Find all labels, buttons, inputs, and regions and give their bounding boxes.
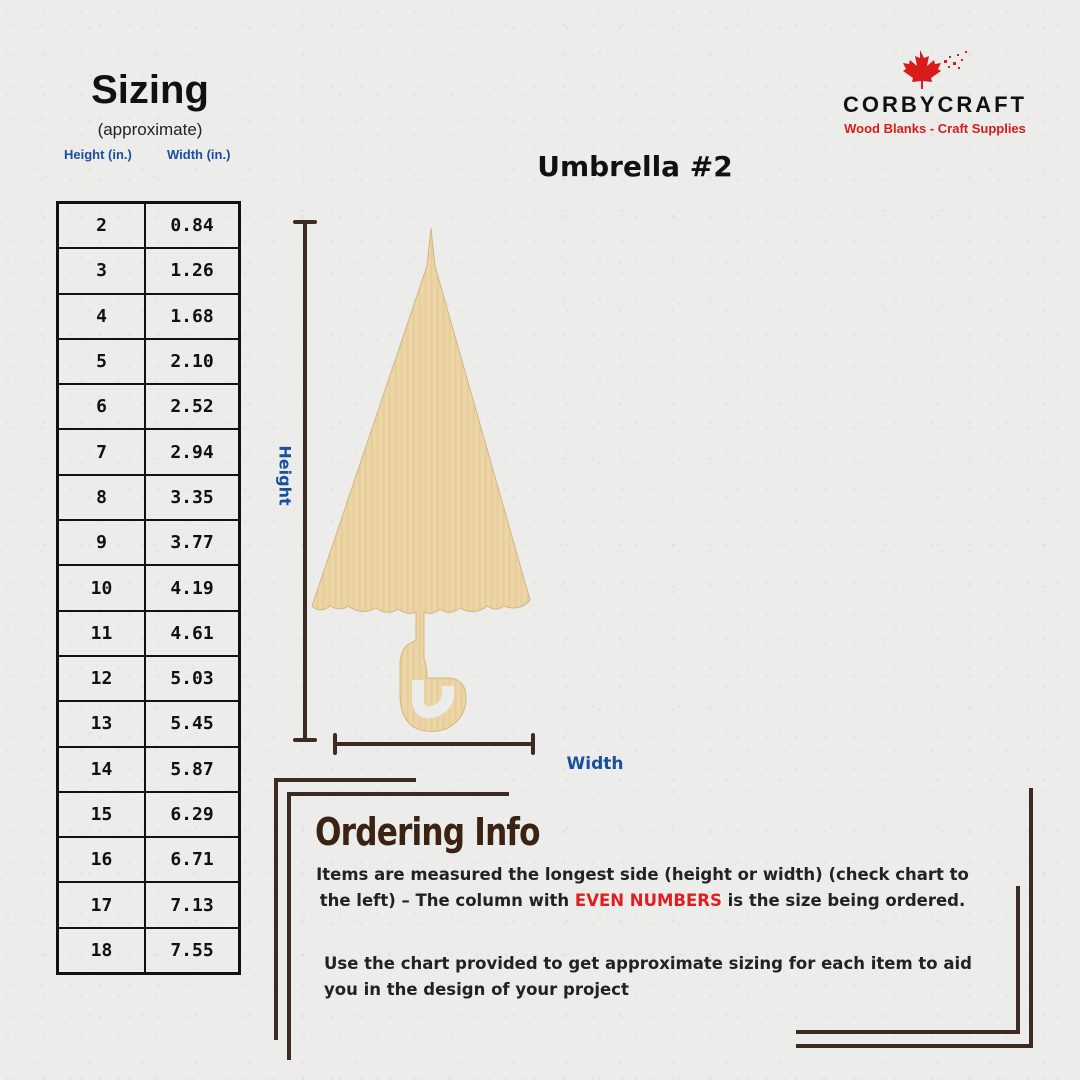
height-cell: 7 [58, 429, 146, 474]
table-row [58, 656, 240, 701]
ordering-info-title: Ordering Info [315, 810, 540, 854]
height-cell: 16 [58, 837, 146, 882]
table-row [58, 792, 240, 837]
width-cell: 3.77 [145, 520, 240, 565]
height-cell: 15 [58, 792, 146, 837]
umbrella-icon [300, 220, 545, 750]
frame-line [274, 778, 278, 1040]
width-cell: 5.45 [145, 701, 240, 746]
sizing-title: Sizing [91, 68, 209, 112]
width-cell: 5.03 [145, 656, 240, 701]
width-cell: 0.84 [145, 203, 240, 249]
table-row [58, 203, 240, 249]
frame-line [274, 778, 416, 782]
table-row [58, 294, 240, 339]
height-cell: 13 [58, 701, 146, 746]
width-label: Width [566, 754, 624, 774]
table-row [58, 475, 240, 520]
table-row [58, 611, 240, 656]
frame-line [1029, 788, 1033, 1048]
frame-line [1016, 886, 1020, 1034]
ordering-text: is the size being ordered. [721, 891, 966, 910]
height-cell: 17 [58, 882, 146, 927]
ordering-text: Items are measured the longest side (height or width) (check chart to the left) – The column with [316, 865, 969, 910]
table-row [58, 248, 240, 293]
width-cell: 2.52 [145, 384, 240, 429]
height-cell: 18 [58, 928, 146, 974]
brand-tagline: Wood Blanks - Craft Supplies [844, 121, 1026, 136]
table-row [58, 837, 240, 882]
table-row [58, 928, 240, 974]
maple-leaf-icon [820, 46, 1050, 92]
frame-line [287, 792, 509, 796]
height-cell: 4 [58, 294, 146, 339]
table-row [58, 882, 240, 927]
table-row [58, 701, 240, 746]
width-cell: 6.29 [145, 792, 240, 837]
frame-line [796, 1030, 1020, 1034]
height-cell: 8 [58, 475, 146, 520]
sizing-table-body [58, 203, 240, 974]
height-cell: 6 [58, 384, 146, 429]
table-row [58, 339, 240, 384]
frame-line [287, 792, 291, 1060]
even-numbers-highlight: EVEN NUMBERS [574, 891, 722, 910]
frame-line [796, 1044, 1033, 1048]
width-cell: 7.55 [145, 928, 240, 974]
ordering-info-paragraph-2: Use the chart provided to get approximate sizing for each item to aid you in the design of your project [324, 954, 972, 999]
brand-name: CORBYCRAFT [843, 92, 1027, 117]
width-cell: 5.87 [145, 747, 240, 792]
height-cell: 2 [58, 203, 146, 249]
sizing-subtitle: (approximate) [97, 120, 203, 139]
height-cell: 5 [58, 339, 146, 384]
product-title: Umbrella #2 [537, 150, 733, 183]
width-cell: 4.19 [145, 565, 240, 610]
table-row [58, 520, 240, 565]
height-cell: 10 [58, 565, 146, 610]
width-cell: 2.94 [145, 429, 240, 474]
height-cell: 12 [58, 656, 146, 701]
width-cell: 3.35 [145, 475, 240, 520]
table-row [58, 565, 240, 610]
sizing-table [56, 201, 241, 975]
width-cell: 6.71 [145, 837, 240, 882]
width-cell: 7.13 [145, 882, 240, 927]
width-cell: 2.10 [145, 339, 240, 384]
height-cell: 9 [58, 520, 146, 565]
table-row [58, 747, 240, 792]
height-cell: 11 [58, 611, 146, 656]
width-column-header: Width (in.) [167, 147, 231, 162]
height-column-header: Height (in.) [64, 147, 132, 162]
width-cell: 1.68 [145, 294, 240, 339]
width-cell: 1.26 [145, 248, 240, 293]
height-cell: 3 [58, 248, 146, 293]
height-label: Height [275, 445, 295, 506]
table-row [58, 429, 240, 474]
table-row [58, 384, 240, 429]
ordering-info-paragraph-1 [310, 862, 975, 914]
height-cell: 14 [58, 747, 146, 792]
width-cell: 4.61 [145, 611, 240, 656]
